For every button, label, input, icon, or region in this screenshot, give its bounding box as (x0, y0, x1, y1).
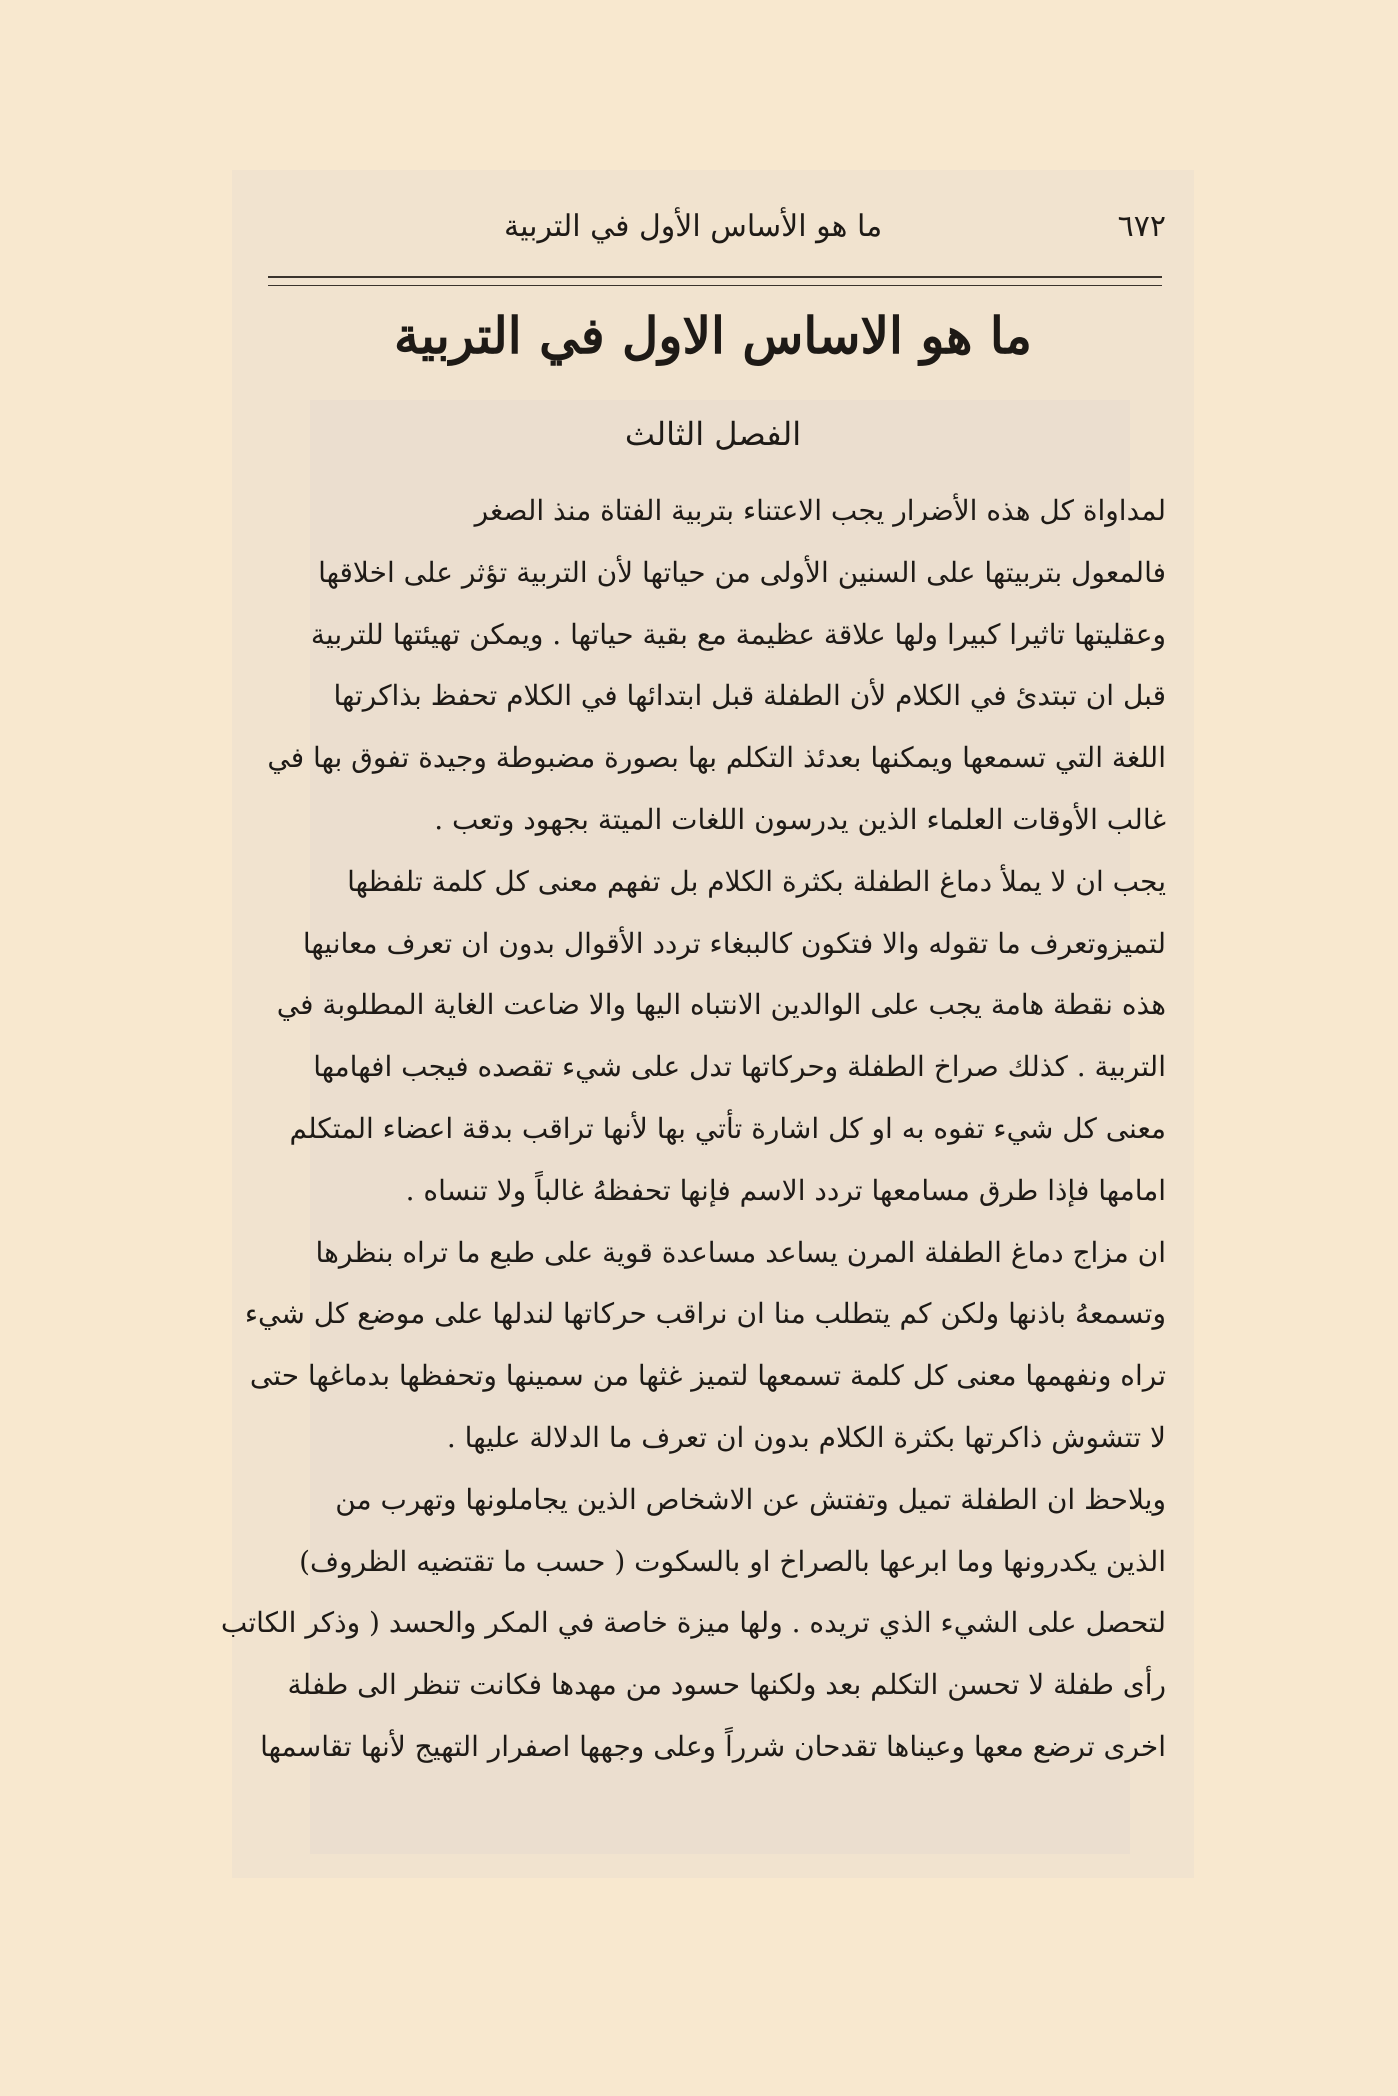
text-line: قبل ان تبتدئ في الكلام لأن الطفلة قبل ابتدائها في الكلام تحفظ بذاكرتها (333, 679, 1166, 713)
running-title: ما هو الأساس الأول في التربية (504, 208, 883, 244)
text-line: وتسمعهُ باذنها ولكن كم يتطلب منا ان نراقب حركاتها لندلها على موضع كل شيء (244, 1297, 1166, 1331)
text-line: لتميزوتعرف ما تقوله والا فتكون كالببغاء تردد الأقوال بدون ان تعرف معانيها (302, 926, 1166, 960)
text-line: تراه ونفهمها معنى كل كلمة تسمعها لتميز غثها من سمينها وتحفظها بدماغها حتى (249, 1359, 1166, 1393)
text-line: ان مزاج دماغ الطفلة المرن يساعد مساعدة قوية على طبع ما تراه بنظرها (315, 1235, 1166, 1269)
text-line: ويلاحظ ان الطفلة تميل وتفتش عن الاشخاص الذين يجاملونها وتهرب من (335, 1482, 1166, 1516)
book-page (220, 170, 1194, 1878)
header-rule (268, 276, 1162, 286)
text-line: اللغة التي تسمعها ويمكنها بعدئذ التكلم بها بصورة مضبوطة وجيدة تفوق بها في (267, 741, 1166, 775)
article-title: ما هو الاساس الاول في التربية (394, 306, 1032, 365)
text-line: التربية . كذلك صراخ الطفلة وحركاتها تدل على شيء تقصده فيجب افهامها (313, 1050, 1166, 1084)
text-line: اخرى ترضع معها وعيناها تقدحان شرراً وعلى وجهها اصفرار التهيج لأنها تقاسمها (260, 1729, 1166, 1763)
text-line: غالب الأوقات العلماء الذين يدرسون اللغات الميتة بجهود وتعب . (434, 802, 1166, 836)
text-line: وعقليتها تاثيرا كبيرا ولها علاقة عظيمة مع بقية حياتها . ويمكن تهيئتها للتربية (310, 617, 1166, 651)
body-text (220, 480, 1166, 1778)
text-line: فالمعول بتربيتها على السنين الأولى من حياتها لأن التربية تؤثر على اخلاقها (318, 555, 1166, 589)
text-line: الذين يكدرونها وما ابرعها بالصراخ او بالسكوت ( حسب ما تقتضيه الظروف) (299, 1544, 1166, 1578)
page-number: ٦٧٢ (1117, 208, 1166, 244)
text-line: امامها فإذا طرق مسامعها تردد الاسم فإنها تحفظهُ غالباً ولا تنساه . (405, 1173, 1166, 1207)
text-line: لتحصل على الشيء الذي تريده . ولها ميزة خاصة في المكر والحسد ( وذكر الكاتب (220, 1606, 1166, 1640)
running-header (266, 198, 1166, 254)
text-line: لا تتشوش ذاكرتها بكثرة الكلام بدون ان تعرف ما الدلالة عليها . (446, 1420, 1166, 1454)
text-line: معنى كل شيء تفوه به او كل اشارة تأتي بها لأنها تراقب بدقة اعضاء المتكلم (289, 1111, 1166, 1145)
text-line: رأى طفلة لا تحسن التكلم بعد ولكنها حسود من مهدها فكانت تنظر الى طفلة (287, 1668, 1166, 1702)
text-line: يجب ان لا يملأ دماغ الطفلة بكثرة الكلام بل تفهم معنى كل كلمة تلفظها (347, 864, 1166, 898)
chapter-heading: الفصل الثالث (624, 415, 802, 453)
text-line: لمداواة كل هذه الأضرار يجب الاعتناء بتربية الفتاة منذ الصغر (474, 494, 1166, 527)
text-line: هذه نقطة هامة يجب على الوالدين الانتباه اليها والا ضاعت الغاية المطلوبة في (276, 988, 1166, 1022)
